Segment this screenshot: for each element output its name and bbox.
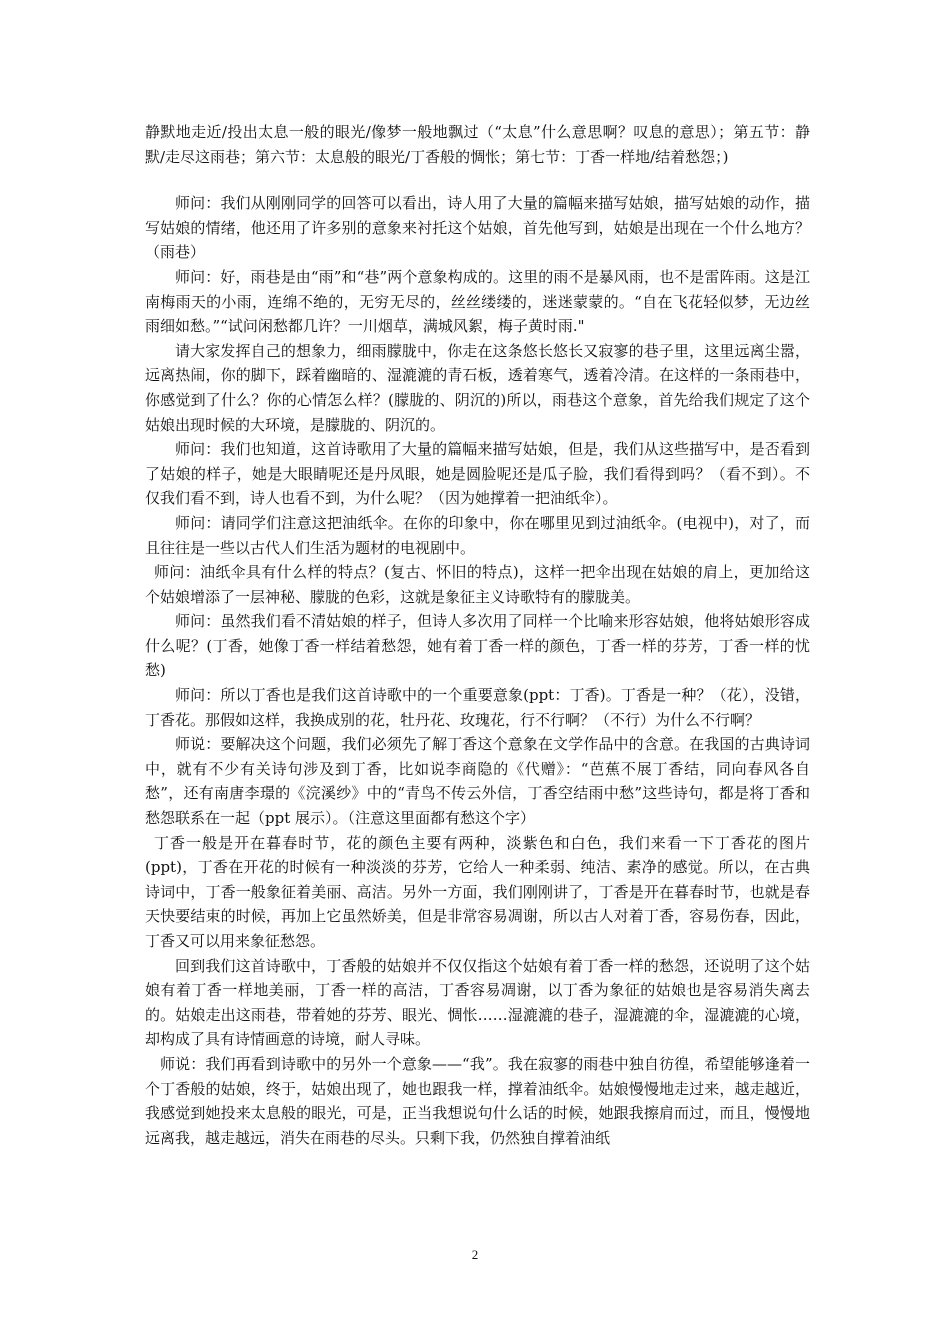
paragraph: 师问：我们也知道，这首诗歌用了大量的篇幅来描写姑娘，但是，我们从这些描写中，是否看到了姑娘的样子，她是大眼睛呢还是丹凤眼，她是圆脸呢还是瓜子脸，我们看得到吗？（看不到）。不仅我们看不到，诗人也看不到，为什么呢？（因为她撑着一把油纸伞）。 [145,440,810,508]
paragraph: 师说：我们再看到诗歌中的另外一个意象——“我”。我在寂寥的雨巷中独自彷徨，希望能够逢着一个丁香般的姑娘，终于，姑娘出现了，她也跟我一样，撑着油纸伞。姑娘慢慢地走过来，越走越近，我感觉到她投来太息般的眼光，可是，正当我想说句什么话的时候，她跟我擦肩而过，而且，慢慢地远离我，越走越远，消失在雨巷的尽头。只剩下我，仍然独自撑着油纸 [145,1054,810,1147]
paragraph: 师问：请同学们注意这把油纸伞。在你的印象中，你在哪里见到过油纸伞。(电视中)，对了，而且往往是一些以古代人们生活为题材的电视剧中。 [145,513,810,557]
paragraph: 师问：虽然我们看不清姑娘的样子，但诗人多次用了同样一个比喻来形容姑娘，他将姑娘形容成什么呢？(丁香，她像丁香一样结着愁怨，她有着丁香一样的颜色，丁香一样的芬芳，丁香一样的忧愁) [145,612,810,680]
paragraph: 回到我们这首诗歌中，丁香般的姑娘并不仅仅指这个姑娘有着丁香一样的愁怨，还说明了这个姑娘有着丁香一样地美丽，丁香一样的高洁，丁香容易凋谢，以丁香为象征的姑娘也是容易消失离去的。姑娘走出这雨巷，带着她的芬芳、眼光、惆怅……湿漉漉的巷子，湿漉漉的伞，湿漉漉的心境，却构成了具有诗情画意的诗境，耐人寻味。 [145,956,810,1049]
document-body [145,120,810,1150]
paragraph: 丁香一般是开在暮春时节，花的颜色主要有两种，淡紫色和白色，我们来看一下丁香花的图片(ppt)，丁香在开花的时候有一种淡淡的芬芳，它给人一种柔弱、纯洁、素净的感觉。所以，在古典诗词中，丁香一般象征着美丽、高洁。另外一方面，我们刚刚讲了，丁香是开在暮春时节，也就是春天快要结束的时候，再加上它虽然娇美，但是非常容易凋谢，所以古人对着丁香，容易伤春，因此，丁香又可以用来象征愁怨。 [145,833,810,950]
paragraph: 师问：好，雨巷是由“雨”和“巷”两个意象构成的。这里的雨不是暴风雨，也不是雷阵雨。这是江南梅雨天的小雨，连绵不绝的，无穷无尽的，丝丝缕缕的，迷迷蒙蒙的。“自在飞花轻似梦，无边丝雨细如愁。”“试问闲愁都几许？一川烟草，满城风絮，梅子黄时雨." [145,267,810,336]
paragraph: 师问：所以丁香也是我们这首诗歌中的一个重要意象(ppt：丁香)。丁香是一种？（花），没错，丁香花。那假如这样，我换成别的花，牡丹花、玫瑰花，行不行啊？（不行）为什么不行啊？ [145,686,810,729]
paragraph: 师问：我们从刚刚同学的回答可以看出，诗人用了大量的篇幅来描写姑娘，描写姑娘的动作，描写姑娘的情绪，他还用了许多别的意象来衬托这个姑娘，首先他写到，姑娘是出现在一个什么地方？（雨巷） [145,194,810,262]
paragraph: 师说：要解决这个问题，我们必须先了解丁香这个意象在文学作品中的含意。在我国的古典诗词中，就有不少有关诗句涉及到丁香，比如说李商隐的《代赠》：“芭蕉不展丁香结，同向春风各自愁”，还有南唐李璟的《浣溪纱》中的“青鸟不传云外信，丁香空结雨中愁”这些诗句，都是将丁香和愁怨联系在一起（ppt 展示）。（注意这里面都有愁这个字） [145,735,810,828]
paragraph: 请大家发挥自己的想象力，细雨朦胧中，你走在这条悠长悠长又寂寥的巷子里，这里远离尘嚣，远离热闹，你的脚下，踩着幽暗的、湿漉漉的青石板，透着寒气，透着冷清。在这样的一条雨巷中，你感觉到了什么？你的心情怎么样？(朦胧的、阴沉的)所以，雨巷这个意象，首先给我们规定了这个姑娘出现时候的大环境，是朦胧的、阴沉的。 [145,341,810,434]
page-number: 2 [471,1247,479,1262]
paragraph: 静默地走近/投出太息一般的眼光/像梦一般地飘过（“太息”什么意思啊？叹息的意思）；第五节：静默/走尽这雨巷；第六节：太息般的眼光/丁香般的惆怅；第七节：丁香一样地/结着愁怨；) [145,123,810,166]
paragraph: 师问：油纸伞具有什么样的特点？(复古、怀旧的特点)，这样一把伞出现在姑娘的肩上，更加给这个姑娘增添了一层神秘、朦胧的色彩，这就是象征主义诗歌特有的朦胧美。 [145,563,810,606]
